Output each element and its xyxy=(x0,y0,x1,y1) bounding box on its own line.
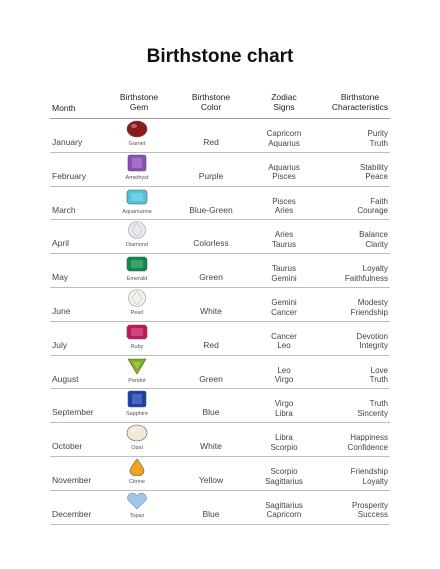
zodiac-sign-1: Sagittarius xyxy=(265,500,303,510)
gem-name: Diamond xyxy=(125,242,148,249)
table-row xyxy=(50,490,390,524)
characteristic-2: Integrity xyxy=(359,341,388,351)
gemstone-icon xyxy=(126,255,148,273)
zodiac-sign-2: Taurus xyxy=(271,239,296,249)
month-cell: January xyxy=(52,137,83,147)
zodiac-sign-2: Virgo xyxy=(274,375,294,385)
gem-name: Aquamarine xyxy=(122,208,152,215)
month-cell: November xyxy=(52,475,92,485)
header-month: Month xyxy=(52,103,76,113)
zodiac-sign-1: Libra xyxy=(275,433,293,443)
color-cell: Red xyxy=(203,339,219,350)
characteristics-cell xyxy=(325,433,388,452)
table-row xyxy=(50,355,390,389)
zodiac-sign-2: Libra xyxy=(275,408,293,418)
zodiac-sign-2: Aquarius xyxy=(268,138,300,148)
month-cell: June xyxy=(52,306,71,316)
gemstone-icon xyxy=(126,154,148,172)
gemstone-icon xyxy=(126,458,148,476)
header-zodiac: Zodiac Signs xyxy=(271,92,297,112)
gem-name: Amethyst xyxy=(125,174,149,181)
characteristic-2: Confidence xyxy=(347,442,388,452)
zodiac-cell xyxy=(255,129,313,148)
table-row xyxy=(50,219,390,253)
table-row xyxy=(50,253,390,287)
zodiac-sign-2: Aries xyxy=(274,206,294,216)
characteristic-1: Stability xyxy=(359,162,388,172)
gemstone-icon xyxy=(126,323,148,341)
characteristic-2: Truth xyxy=(369,138,388,148)
zodiac-sign-1: Aquarius xyxy=(268,162,300,172)
color-cell: Yellow xyxy=(198,475,224,485)
characteristic-1: Modesty xyxy=(357,298,388,307)
characteristic-2: Faithfulness xyxy=(344,273,388,283)
gem-name: Opal xyxy=(131,445,143,452)
characteristic-2: Success xyxy=(357,510,388,520)
characteristic-2: Peace xyxy=(365,172,388,182)
characteristic-1: Loyalty xyxy=(362,264,388,274)
table-row xyxy=(50,321,390,355)
characteristic-2: Clarity xyxy=(365,239,388,249)
gem-name: Garnet xyxy=(128,141,146,147)
characteristics-cell xyxy=(325,163,388,182)
zodiac-sign-1: Gemini xyxy=(271,298,297,307)
zodiac-sign-2: Pisces xyxy=(272,172,296,182)
zodiac-sign-2: Scorpio xyxy=(270,442,298,452)
table-row xyxy=(50,287,390,321)
gem-name: Pearl xyxy=(130,310,144,316)
gemstone-icon xyxy=(126,390,148,408)
month-cell: April xyxy=(52,238,70,249)
page-title: Birthstone chart xyxy=(146,46,294,67)
color-cell: Green xyxy=(199,272,223,283)
zodiac-cell xyxy=(255,332,313,351)
zodiac-sign-2: Capricorn xyxy=(266,510,302,520)
characteristic-1: Purity xyxy=(367,129,388,138)
month-cell: December xyxy=(52,508,92,519)
zodiac-sign-1: Leo xyxy=(277,365,291,375)
characteristic-1: Devotion xyxy=(356,331,388,341)
gemstone-icon xyxy=(126,188,148,206)
characteristics-cell xyxy=(325,197,388,216)
gemstone-icon xyxy=(126,424,148,442)
color-cell: Blue xyxy=(202,407,220,418)
characteristic-2: Sincerity xyxy=(357,408,388,418)
zodiac-cell xyxy=(255,399,313,418)
zodiac-sign-1: Cancer xyxy=(271,331,297,341)
month-cell: October xyxy=(52,441,83,452)
table-row xyxy=(50,118,390,152)
zodiac-sign-1: Pisces xyxy=(272,196,296,206)
month-cell: August xyxy=(52,373,79,384)
characteristics-cell xyxy=(325,332,388,351)
color-cell: White xyxy=(200,441,222,452)
zodiac-cell xyxy=(255,366,313,385)
zodiac-cell xyxy=(255,163,313,182)
color-cell: Blue xyxy=(202,508,220,519)
zodiac-sign-1: Virgo xyxy=(274,399,294,409)
characteristic-2: Courage xyxy=(357,206,388,216)
characteristics-cell xyxy=(325,298,388,317)
table-row xyxy=(50,186,390,220)
characteristic-1: Friendship xyxy=(350,467,388,476)
characteristic-1: Truth xyxy=(369,399,388,409)
characteristics-cell xyxy=(325,501,388,520)
gem-name: Citrine xyxy=(129,479,145,485)
characteristics-cell xyxy=(325,230,388,249)
characteristics-cell xyxy=(325,264,388,283)
table-row xyxy=(50,388,390,422)
gemstone-icon xyxy=(126,221,148,239)
header-characteristics: Birthstone Characteristics xyxy=(331,92,389,112)
color-cell: Purple xyxy=(198,170,224,181)
characteristic-1: Prosperity xyxy=(351,500,388,510)
zodiac-cell xyxy=(255,298,313,317)
month-cell: September xyxy=(52,407,94,418)
month-cell: March xyxy=(52,204,76,215)
gemstone-icon xyxy=(126,492,148,510)
color-cell: Blue-Green xyxy=(189,204,233,215)
gem-name: Emerald xyxy=(126,276,148,283)
zodiac-cell xyxy=(255,433,313,452)
characteristic-2: Truth xyxy=(369,375,388,385)
zodiac-cell xyxy=(255,197,313,216)
gem-name: Peridot xyxy=(128,377,146,384)
zodiac-cell xyxy=(255,230,313,249)
gem-name: Sapphire xyxy=(125,411,149,418)
table-row xyxy=(50,456,390,490)
gemstone-icon xyxy=(126,120,148,138)
month-cell: February xyxy=(52,170,87,181)
month-cell: May xyxy=(52,272,69,283)
zodiac-cell xyxy=(255,264,313,283)
characteristics-cell xyxy=(325,467,388,486)
header-color: Birthstone Color xyxy=(191,92,231,112)
characteristic-2: Friendship xyxy=(350,307,388,317)
zodiac-sign-1: Taurus xyxy=(271,264,296,274)
table-row xyxy=(50,152,390,186)
row-divider xyxy=(50,524,390,525)
zodiac-sign-1: Aries xyxy=(274,230,294,240)
color-cell: Colorless xyxy=(193,238,229,249)
zodiac-sign-2: Gemini xyxy=(271,273,297,283)
zodiac-sign-2: Leo xyxy=(277,341,291,351)
zodiac-sign-2: Cancer xyxy=(271,307,297,317)
characteristic-1: Love xyxy=(370,365,388,375)
header-gem: Birthstone Gem xyxy=(119,92,159,112)
zodiac-sign-2: Sagittarius xyxy=(265,476,303,486)
gem-name: Ruby xyxy=(130,343,144,350)
characteristic-1: Happiness xyxy=(350,433,388,443)
zodiac-sign-1: Capricorn xyxy=(266,129,302,138)
zodiac-sign-1: Scorpio xyxy=(270,467,298,476)
characteristic-1: Faith xyxy=(370,196,388,206)
color-cell: Red xyxy=(203,137,219,147)
gemstone-icon xyxy=(126,289,148,307)
month-cell: July xyxy=(52,339,68,350)
gem-name: Topaz xyxy=(129,512,145,519)
zodiac-cell xyxy=(255,501,313,520)
zodiac-cell xyxy=(255,467,313,486)
color-cell: White xyxy=(200,306,222,316)
characteristics-cell xyxy=(325,129,388,148)
characteristics-cell xyxy=(325,399,388,418)
characteristic-2: Loyalty xyxy=(362,476,388,486)
characteristic-1: Balance xyxy=(359,230,388,240)
characteristics-cell xyxy=(325,366,388,385)
color-cell: Green xyxy=(199,373,223,384)
gemstone-icon xyxy=(126,357,148,375)
table-row xyxy=(50,422,390,456)
